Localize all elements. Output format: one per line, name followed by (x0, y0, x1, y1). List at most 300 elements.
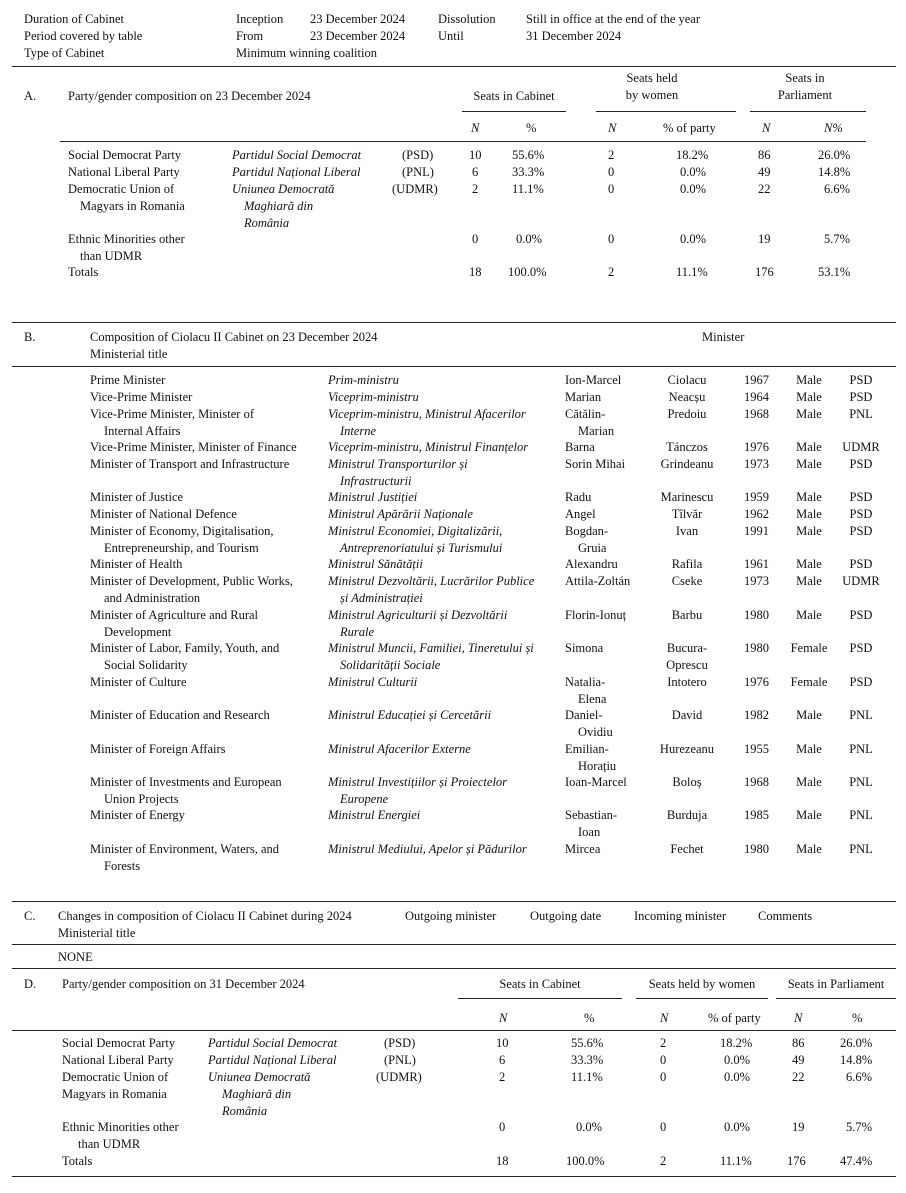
inception-label: Inception (236, 12, 284, 26)
women-percent: 11.1% (676, 265, 708, 279)
cabinet-percent: 0.0% (516, 232, 543, 246)
gender: Male (796, 574, 822, 588)
comments-label: Comments (758, 909, 813, 923)
minister-first-name: Attila-Zoltán (565, 574, 631, 588)
minister-last-name: Grindeanu (660, 457, 714, 471)
birth-year: 1976 (744, 440, 769, 454)
gender: Male (796, 524, 822, 538)
minister-first-name: Alexandru (565, 557, 618, 571)
birth-year: 1980 (744, 842, 769, 856)
ministerial-title-romanian: Ministrul Culturii (328, 675, 418, 689)
party: PSD (849, 457, 873, 471)
birth-year: 1991 (744, 524, 769, 538)
totals-label: Totals (68, 265, 99, 279)
women-seats: 0 (608, 182, 615, 196)
party: PSD (849, 490, 873, 504)
ministerial-title: Minister of Investments and European (90, 775, 282, 789)
section-d-sub-pct-women: % of party (708, 1011, 761, 1025)
section-d-bottom-rule (12, 1176, 896, 1177)
type-value: Minimum winning coalition (236, 46, 377, 60)
section-b-letter: B. (24, 330, 36, 344)
minister-first-name: Emilian- (565, 742, 609, 756)
section-c-subtitle: Ministerial title (58, 926, 136, 940)
section-d-letter: D. (24, 977, 37, 991)
party-name: National Liberal Party (68, 165, 180, 179)
party-name-romanian: Uniunea Democrată (232, 182, 335, 196)
section-c-none: NONE (58, 950, 93, 964)
cabinet-seats: 6 (499, 1053, 506, 1067)
totals-label: Totals (62, 1154, 93, 1168)
birth-year: 1973 (744, 574, 769, 588)
minister-first-name: Radu (565, 490, 592, 504)
section-d-col-women: Seats held by women (648, 977, 756, 991)
cabinet-seats: 0 (499, 1120, 506, 1134)
section-a-title: Party/gender composition on 23 December 2024 (68, 89, 311, 103)
from-value: 23 December 2024 (310, 29, 406, 43)
minister-last-name: Hurezeanu (659, 742, 715, 756)
minister-first-name-continued: Ioan (578, 825, 601, 839)
gender: Male (796, 440, 822, 454)
ministerial-title-romanian-continued: și Administrației (340, 591, 423, 605)
gender: Male (796, 842, 822, 856)
party-name-romanian-continued: România (222, 1104, 268, 1118)
gender: Male (796, 808, 822, 822)
parliament-seats: 49 (758, 165, 771, 179)
party-name: Ethnic Minorities other (68, 232, 185, 246)
party-name-romanian: Partidul Național Liberal (232, 165, 361, 179)
party-name-romanian-continued: Maghiară din (244, 199, 314, 213)
women-seats: 0 (608, 165, 615, 179)
party: PSD (849, 675, 873, 689)
ministerial-title: Minister of Transport and Infrastructure (90, 457, 290, 471)
party-name-romanian: Partidul Social Democrat (232, 148, 362, 162)
minister-last-name: Rafila (671, 557, 703, 571)
minister-last-name: Burduja (666, 808, 708, 822)
minister-first-name: Ioan-Marcel (565, 775, 627, 789)
party: PNL (849, 407, 873, 421)
ministerial-title-continued: and Administration (104, 591, 201, 605)
birth-year: 1973 (744, 457, 769, 471)
parliament-seats: 19 (758, 232, 771, 246)
party-name: Democratic Union of (68, 182, 175, 196)
minister-last-name: Neacșu (668, 390, 706, 404)
ministerial-title: Prime Minister (90, 373, 166, 387)
parliament-seats: 86 (792, 1036, 805, 1050)
minister-first-name: Ion-Marcel (565, 373, 622, 387)
parliament-seats: 49 (792, 1053, 805, 1067)
gender: Male (796, 742, 822, 756)
ministerial-title: Minister of Economy, Digitalisation, (90, 524, 274, 538)
minister-last-name: Barbu (671, 608, 703, 622)
section-b-top-rule (12, 322, 896, 323)
ministerial-title: Minister of Development, Public Works, (90, 574, 293, 588)
cabinet-percent: 0.0% (576, 1120, 603, 1134)
ministerial-title: Minister of Justice (90, 490, 184, 504)
section-d-sub-n-parliament: N (794, 1011, 803, 1025)
women-seats: 2 (608, 265, 615, 279)
ministerial-title-continued: Development (104, 625, 172, 639)
women-percent: 0.0% (680, 165, 707, 179)
section-a-col-women-line2: by women (625, 88, 679, 102)
minister-first-name-continued: Marian (578, 424, 615, 438)
section-c-letter: C. (24, 909, 36, 923)
ministerial-title-romanian-continued: Antreprenoriatului și Turismului (340, 541, 503, 555)
section-a-parliament-rule (750, 111, 866, 112)
cabinet-seats: 18 (469, 265, 482, 279)
birth-year: 1964 (744, 390, 769, 404)
ministerial-title: Vice-Prime Minister (90, 390, 193, 404)
ministerial-title-continued: Internal Affairs (104, 424, 181, 438)
section-a-col-parliament-line2: Parliament (777, 88, 833, 102)
party-abbreviation: (PNL) (384, 1053, 416, 1067)
section-a-sub-n-women: N (608, 121, 617, 135)
women-seats: 2 (660, 1154, 667, 1168)
ministerial-title-romanian: Ministrul Sănătății (328, 557, 423, 571)
women-percent: 18.2% (676, 148, 709, 162)
section-b-header-rule (12, 366, 896, 367)
women-percent: 11.1% (720, 1154, 752, 1168)
women-seats: 0 (660, 1070, 667, 1084)
cabinet-seats: 18 (496, 1154, 509, 1168)
gender: Male (796, 457, 822, 471)
gender: Male (796, 608, 822, 622)
party-name-continued: than UDMR (78, 1137, 141, 1151)
section-a-sub-pct-women: % of party (663, 121, 716, 135)
gender: Male (796, 507, 822, 521)
ministerial-title-romanian: Viceprim-ministru (328, 390, 419, 404)
parliament-percent: 26.0% (818, 148, 851, 162)
section-d-sub-n-women: N (660, 1011, 669, 1025)
minister-last-name: Tîlvăr (671, 507, 703, 521)
minister-last-name: Predoiu (667, 407, 707, 421)
cabinet-seats: 0 (472, 232, 479, 246)
until-value: 31 December 2024 (526, 29, 622, 43)
women-seats: 0 (608, 232, 615, 246)
cabinet-percent: 55.6% (512, 148, 545, 162)
section-b-subtitle: Ministerial title (90, 347, 168, 361)
section-d-parliament-rule (776, 998, 896, 999)
section-d-col-cabinet: Seats in Cabinet (499, 977, 581, 991)
ministerial-title-romanian: Ministrul Apărării Naționale (328, 507, 473, 521)
section-a-header-rule (60, 141, 866, 142)
ministerial-title: Minister of Education and Research (90, 708, 270, 722)
ministerial-title-romanian: Ministrul Transporturilor și (328, 457, 468, 471)
women-seats: 0 (660, 1053, 667, 1067)
women-percent: 0.0% (680, 232, 707, 246)
party: PSD (849, 557, 873, 571)
ministerial-title: Minister of National Defence (90, 507, 237, 521)
birth-year: 1955 (744, 742, 769, 756)
section-a-sub-pct-cabinet: % (526, 121, 537, 135)
gender: Male (796, 407, 822, 421)
gender: Male (796, 373, 822, 387)
birth-year: 1985 (744, 808, 769, 822)
section-d-header-rule (12, 1030, 896, 1031)
cabinet-percent: 11.1% (512, 182, 544, 196)
minister-last-name: Ciolacu (667, 373, 707, 387)
party: PSD (849, 373, 873, 387)
ministerial-title-romanian-continued: Interne (340, 424, 377, 438)
section-d-sub-pct-cabinet: % (584, 1011, 595, 1025)
minister-first-name: Marian (565, 390, 602, 404)
minister-last-name: Intotero (667, 675, 707, 689)
ministerial-title-romanian: Ministrul Dezvoltării, Lucrărilor Publice (328, 574, 535, 588)
minister-last-name: Ivan (675, 524, 699, 538)
ministerial-title-romanian: Ministrul Muncii, Familiei, Tineretului și (328, 641, 534, 655)
section-c-top-rule (12, 901, 896, 902)
birth-year: 1980 (744, 608, 769, 622)
parliament-seats: 19 (792, 1120, 805, 1134)
dissolution-label: Dissolution (438, 12, 496, 26)
section-b-title: Composition of Ciolacu II Cabinet on 23 December 2024 (90, 330, 378, 344)
ministerial-title-romanian: Ministrul Educației și Cercetării (328, 708, 492, 722)
minister-last-name: Boloș (672, 775, 702, 789)
gender: Male (796, 490, 822, 504)
gender: Male (796, 557, 822, 571)
ministerial-title-romanian: Ministrul Justiției (328, 490, 418, 504)
section-d-women-rule (636, 998, 768, 999)
ministerial-title-romanian: Ministrul Mediului, Apelor și Pădurilor (328, 842, 527, 856)
ministerial-title-romanian-continued: Europene (340, 792, 389, 806)
parliament-percent: 14.8% (840, 1053, 873, 1067)
party: PNL (849, 808, 873, 822)
minister-last-name: Marinescu (660, 490, 714, 504)
minister-first-name: Angel (565, 507, 596, 521)
party: UDMR (842, 574, 880, 588)
gender: Female (790, 641, 828, 655)
cabinet-percent: 33.3% (512, 165, 545, 179)
ministerial-title-continued: Social Solidarity (104, 658, 188, 672)
birth-year: 1968 (744, 775, 769, 789)
from-label: From (236, 29, 264, 43)
parliament-percent: 5.7% (824, 232, 851, 246)
section-c-title: Changes in composition of Ciolacu II Cabinet during 2024 (58, 909, 352, 923)
parliament-seats: 22 (758, 182, 771, 196)
party-name-romanian-continued: România (244, 216, 290, 230)
ministerial-title: Vice-Prime Minister, Minister of (90, 407, 254, 421)
parliament-seats: 86 (758, 148, 771, 162)
ministerial-title-romanian: Ministrul Economiei, Digitalizării, (328, 524, 503, 538)
cabinet-percent: 11.1% (571, 1070, 603, 1084)
ministerial-title-romanian: Viceprim-ministru, Ministrul Afacerilor (328, 407, 526, 421)
cabinet-seats: 10 (496, 1036, 509, 1050)
minister-first-name: Mircea (565, 842, 601, 856)
section-d-col-parliament: Seats in Parliament (787, 977, 885, 991)
parliament-seats: 22 (792, 1070, 805, 1084)
party-name-continued: Magyars in Romania (80, 199, 185, 213)
women-percent: 18.2% (720, 1036, 753, 1050)
minister-first-name: Bogdan- (565, 524, 609, 538)
minister-first-name: Barna (565, 440, 595, 454)
section-a-cabinet-rule (462, 111, 566, 112)
birth-year: 1961 (744, 557, 769, 571)
birth-year: 1968 (744, 407, 769, 421)
minister-first-name: Sorin Mihai (565, 457, 626, 471)
incoming-minister-label: Incoming minister (634, 909, 726, 923)
section-d-top-rule (12, 968, 896, 969)
party: PSD (849, 507, 873, 521)
ministerial-title-romanian-continued: Infrastructurii (340, 474, 412, 488)
cabinet-seats: 10 (469, 148, 482, 162)
cabinet-seats: 2 (499, 1070, 506, 1084)
parliament-percent: 5.7% (846, 1120, 873, 1134)
party: PNL (849, 708, 873, 722)
minister-last-name: Tánczos (666, 440, 708, 454)
ministerial-title: Minister of Culture (90, 675, 187, 689)
party-abbreviation: (UDMR) (392, 182, 438, 196)
women-seats: 0 (660, 1120, 667, 1134)
outgoing-date-label: Outgoing date (530, 909, 602, 923)
party: PSD (849, 608, 873, 622)
period-label: Period covered by table (24, 29, 143, 43)
minister-first-name-continued: Horațiu (578, 759, 617, 773)
section-a-sub-n-parliament: N (762, 121, 771, 135)
ministerial-title-romanian: Ministrul Afacerilor Externe (328, 742, 471, 756)
gender: Male (796, 708, 822, 722)
gender: Male (796, 775, 822, 789)
ministerial-title-romanian-continued: Rurale (340, 625, 375, 639)
cabinet-seats: 6 (472, 165, 479, 179)
section-a-col-cabinet: Seats in Cabinet (473, 89, 555, 103)
inception-value: 23 December 2024 (310, 12, 406, 26)
minister-first-name: Simona (565, 641, 604, 655)
section-c-header-rule (12, 944, 896, 945)
section-d-sub-pct-parliament: % (852, 1011, 863, 1025)
minister-first-name: Cătălin- (565, 407, 606, 421)
ministerial-title-romanian: Prim-ministru (328, 373, 399, 387)
ministerial-title-romanian: Ministrul Investițiilor și Proiectelor (328, 775, 508, 789)
parliament-percent: 47.4% (840, 1154, 873, 1168)
minister-first-name: Florin-Ionuț (565, 608, 627, 622)
section-a-women-rule (596, 111, 736, 112)
women-seats: 2 (608, 148, 615, 162)
women-percent: 0.0% (724, 1053, 751, 1067)
ministerial-title: Minister of Energy (90, 808, 185, 822)
cabinet-percent: 100.0% (566, 1154, 605, 1168)
ministerial-title: Minister of Foreign Affairs (90, 742, 226, 756)
party-name: Democratic Union of (62, 1070, 169, 1084)
duration-label: Duration of Cabinet (24, 12, 124, 26)
parliament-seats: 176 (787, 1154, 806, 1168)
minister-last-name: Cseke (671, 574, 703, 588)
section-a-col-women-line1: Seats held (626, 71, 678, 85)
dissolution-value: Still in office at the end of the year (526, 12, 701, 26)
party: PNL (849, 775, 873, 789)
party-name-romanian: Uniunea Democrată (208, 1070, 311, 1084)
section-d-cabinet-rule (458, 998, 622, 999)
birth-year: 1967 (744, 373, 769, 387)
birth-year: 1959 (744, 490, 769, 504)
minister-first-name: Daniel- (565, 708, 603, 722)
section-a-col-parliament-line1: Seats in (785, 71, 825, 85)
minister-last-name: David (671, 708, 703, 722)
ministerial-title-continued: Entrepreneurship, and Tourism (104, 541, 259, 555)
women-percent: 0.0% (724, 1070, 751, 1084)
ministerial-title: Minister of Agriculture and Rural (90, 608, 259, 622)
minister-first-name: Sebastian- (565, 808, 618, 822)
party-name-romanian-continued: Maghiară din (222, 1087, 292, 1101)
cabinet-percent: 33.3% (571, 1053, 604, 1067)
minister-column-label: Minister (702, 330, 745, 344)
section-a-sub-n-cabinet: N (471, 121, 480, 135)
party-name-continued: Magyars in Romania (62, 1087, 167, 1101)
ministerial-title-romanian-continued: Solidarității Sociale (340, 658, 441, 672)
birth-year: 1982 (744, 708, 769, 722)
section-d-sub-n-cabinet: N (499, 1011, 508, 1025)
party-name-romanian: Partidul Social Democrat (208, 1036, 338, 1050)
party-abbreviation: (PSD) (384, 1036, 416, 1050)
ministerial-title: Minister of Health (90, 557, 183, 571)
ministerial-title-continued: Forests (104, 859, 141, 873)
ministerial-title: Vice-Prime Minister, Minister of Finance (90, 440, 297, 454)
party-name: National Liberal Party (62, 1053, 174, 1067)
section-a-sub-pct-parliament: N% (824, 121, 843, 135)
minister-first-name-continued: Ovidiu (578, 725, 613, 739)
gender: Female (790, 675, 828, 689)
outgoing-minister-label: Outgoing minister (405, 909, 497, 923)
party: PSD (849, 524, 873, 538)
parliament-percent: 6.6% (846, 1070, 873, 1084)
ministerial-title-romanian: Viceprim-ministru, Ministrul Finanțelor (328, 440, 529, 454)
minister-last-name: Bucura- (666, 641, 708, 655)
party: UDMR (842, 440, 880, 454)
ministerial-title-continued: Union Projects (104, 792, 179, 806)
party: PNL (849, 742, 873, 756)
party-name-continued: than UDMR (80, 249, 143, 263)
party-name-romanian: Partidul Național Liberal (208, 1053, 337, 1067)
cabinet-percent: 100.0% (508, 265, 547, 279)
ministerial-title: Minister of Environment, Waters, and (90, 842, 280, 856)
party: PSD (849, 641, 873, 655)
birth-year: 1976 (744, 675, 769, 689)
party-name: Social Democrat Party (62, 1036, 176, 1050)
party-name: Ethnic Minorities other (62, 1120, 179, 1134)
minister-first-name-continued: Elena (578, 692, 607, 706)
party: PNL (849, 842, 873, 856)
ministerial-title: Minister of Labor, Family, Youth, and (90, 641, 280, 655)
type-label: Type of Cabinet (24, 46, 105, 60)
minister-first-name: Natalia- (565, 675, 606, 689)
women-seats: 2 (660, 1036, 667, 1050)
party-name: Social Democrat Party (68, 148, 182, 162)
section-a-top-rule (12, 66, 896, 67)
parliament-percent: 14.8% (818, 165, 851, 179)
women-percent: 0.0% (680, 182, 707, 196)
party-abbreviation: (PSD) (402, 148, 434, 162)
gender: Male (796, 390, 822, 404)
parliament-seats: 176 (755, 265, 774, 279)
ministerial-title-romanian: Ministrul Energiei (328, 808, 421, 822)
section-a-letter: A. (24, 89, 37, 103)
women-percent: 0.0% (724, 1120, 751, 1134)
parliament-percent: 6.6% (824, 182, 851, 196)
birth-year: 1980 (744, 641, 769, 655)
minister-last-name: Fechet (670, 842, 704, 856)
parliament-percent: 53.1% (818, 265, 851, 279)
cabinet-seats: 2 (472, 182, 479, 196)
parliament-percent: 26.0% (840, 1036, 873, 1050)
minister-last-name-continued: Oprescu (666, 658, 708, 672)
section-d-title: Party/gender composition on 31 December 2024 (62, 977, 305, 991)
party-abbreviation: (PNL) (402, 165, 434, 179)
party-abbreviation: (UDMR) (376, 1070, 422, 1084)
cabinet-percent: 55.6% (571, 1036, 604, 1050)
until-label: Until (438, 29, 464, 43)
birth-year: 1962 (744, 507, 769, 521)
ministerial-title-romanian: Ministrul Agriculturii și Dezvoltării (328, 608, 508, 622)
party: PSD (849, 390, 873, 404)
minister-first-name-continued: Gruia (578, 541, 607, 555)
